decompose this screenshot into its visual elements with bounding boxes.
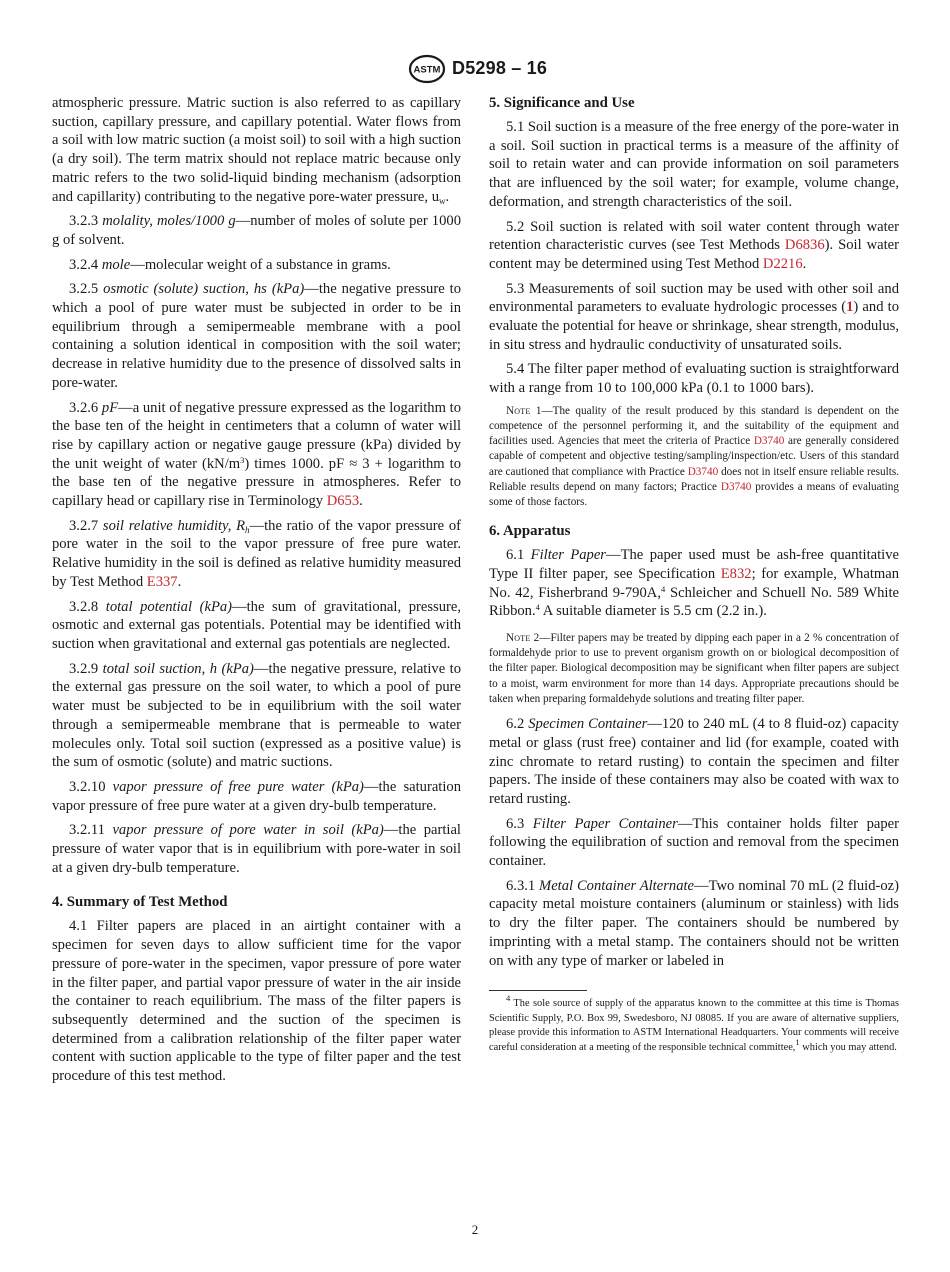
footnote-divider	[489, 990, 587, 991]
right-column	[489, 94, 899, 1056]
section-4-heading: 4. Summary of Test Method	[52, 894, 228, 911]
link-d2216[interactable]: D2216	[762, 255, 803, 272]
paragraph-6-3-1: 6.3.1 Metal Container Alternate—Two nominal 70 mL (2 fluid-oz) capacity metal moisture containers (aluminum or stainless) with lids to dry the filter paper. The containers should be numbered by imprinting with a metal stamp. The containers should not be written on with any type of marker or labeled in	[489, 877, 899, 969]
link-d6836[interactable]: D6836	[784, 237, 825, 254]
section-5-heading: 5. Significance and Use	[489, 95, 635, 111]
paragraph-4-1: 4.1 Filter papers are placed in an airtight container with a specimen for seven days to allow sufficient time for the vapor pressure of pore-water in the specimen, vapor pressure of pore water in the filter paper, and partial vapor pressure of water in the air inside the container to reach equilibrium. The mass of the filter papers is subsequently determined and the suction of the specimen is determined from a calibration relationship of the filter paper water content with suction applicable to the type of filter paper and the test procedure of this test method.	[52, 918, 461, 1085]
reference-1-link[interactable]: 1	[846, 299, 854, 316]
definition-3-2-9: 3.2.9 total soil suction, h (kPa)—the negative pressure, relative to the external gas pressure on the soil water, to which a pool of pure water must be subjected to be in equilibrium with the soil water through a semipermeable membrane that is permeable to water molecules only. Total soil suction (expressed as a positive value) is the sum of osmotic (solute) and matric suctions.	[52, 660, 461, 771]
document-designation: D5298 – 16	[452, 58, 548, 78]
paragraph-5-1: 5.1 Soil suction is a measure of the free energy of the pore-water in a soil. Soil suction in practical terms is a measure of the affinity of soil to retain water and can provide information on soil parameters that are influenced by the soil water; for example, volume change, deformation, and strength characteristics of the soil.	[489, 119, 899, 210]
definition-3-2-6: 3.2.6 pF—a unit of negative pressure expressed as the logarithm to the base ten of the height in centimeters that a column of water will rise by capillary action or negative gauge pressure (kPa) divided by the unit weight of water $(kN/m^3)$ times 1000. pF ≈ 3 + logarithm to the base ten of the negative pressure in atmospheres. Refer to capillary head or capillary rise in Terminology D653.	[52, 399, 462, 510]
note-1: Note 1—The quality of the result produced by this standard is dependent on the competence of the personnel performing it, and the suitability of the equipment and facilities used. Agencies that meet the criteria of Practice D3740 are generally considered capable of competent and objective testing/sampling/inspection/etc. Users of this standard are cautioned that compliance with Practice D3740 does not in itself ensure reliable results. Reliable results depend on many factors; Practice D3740 provides a means of evaluating some of those factors.	[489, 404, 899, 509]
definition-3-2-8: 3.2.8 total potential (kPa)—the sum of gravitational, pressure, osmotic and external gas potentials. Potential may be identified with suction when gravitational and external gas potentials are neglected.	[52, 598, 461, 652]
paragraph-6-1: 6.1 Filter Paper—The paper used must be ash-free quantitative Type II filter paper, see Specification E832; for example, Whatman No. 42, Fisherbrand 9-790A,$^4$ Schleicher and Schuell No. 589 White Ribbon.$^4$ A suitable diameter is 5.5 cm (2.2 in.).	[489, 547, 900, 620]
page-header	[0, 54, 950, 88]
definition-3-2-7: 3.2.7 soil relative humidity, $R_h—the$ ratio of the vapor pressure of pore water in the soil to the vapor pressure of free pure water. Relative humidity in the soil is defined as relative humidity measured by Test Method E337.	[52, 517, 461, 590]
logo-text: ASTM	[413, 64, 441, 76]
paragraph-6-3: 6.3 Filter Paper Container—This container holds filter paper following the equilibration of suction and removal from the specimen container.	[489, 815, 900, 870]
footnote-4: $^4$ The sole source of supply of the apparatus known to the committee at this time is Thomas Scientific Supply, P.O. Box 99, Swedesboro, NJ 08085. If you are aware of alternative suppliers, please provide this information to ASTM International Headquarters. Your comments will receive careful consideration at a meeting of the responsible technical committee,$^1$ which you may attend.	[489, 993, 899, 1054]
link-e337[interactable]: E337	[146, 573, 178, 590]
section-6-heading: 6. Apparatus	[489, 523, 571, 540]
link-d3740[interactable]: D3740	[687, 465, 719, 478]
astm-logo-icon	[408, 54, 446, 84]
link-d3740[interactable]: D3740	[753, 435, 785, 448]
paragraph-5-4: 5.4 The filter paper method of evaluating suction is straightforward with a range from 10 to 100,000 kPa (0.1 to 1000 bars).	[489, 361, 899, 397]
definition-3-2-11: 3.2.11 vapor pressure of pore water in soil (kPa)—the partial pressure of water vapor that is in equilibrium with pore-water in soil at a given dry-bulb temperature.	[52, 822, 461, 876]
link-d3740[interactable]: D3740	[720, 480, 752, 493]
paragraph-6-2: 6.2 Specimen Container—120 to 240 mL (4 to 8 fluid-oz) capacity metal or glass (rust free) container and lid (for example, coated with zinc chromate to retard rusting) to contain the specimen and filter papers. The inside of these containers may also be coated with wax to retard rusting.	[489, 716, 899, 807]
definition-3-2-3: 3.2.3 molality, moles/1000 g—number of moles of solute per 1000 g of solvent.	[52, 213, 461, 248]
page-number: 2	[471, 1222, 479, 1237]
definition-3-2-4: 3.2.4 mole—molecular weight of a substance in grams.	[69, 256, 391, 273]
definition-3-2-10: 3.2.10 vapor pressure of free pure water (kPa)—the saturation vapor pressure of free pure water at a given dry-bulb temperature.	[52, 778, 461, 814]
paragraph-continuation: atmospheric pressure. Matric suction is also referred to as capillary suction, capillary pressure, and capillary potential. Water flows from a soil with low matric suction (a moist soil) to soil with a high suction (a dry soil). The term matrix should not replace matric because only matric refers to the two solid-liquid binding mechanism (adsorption and capillarity) contributing to the negative pore-water pressure, $u_w$.	[52, 95, 461, 206]
definition-3-2-5: 3.2.5 osmotic (solute) suction, hs (kPa)—the negative pressure to which a pool of pure water must be subjected in order to be in equilibrium through a semipermeable membrane with a pool containing a solution identical in composition with the soil water; decrease in relative humidity due to the presence of dissolved salts in pore-water.	[52, 281, 462, 391]
left-column	[52, 94, 461, 1092]
link-e832[interactable]: E832	[720, 565, 752, 582]
paragraph-5-3: 5.3 Measurements of soil suction may be used with other soil and environmental parameters to evaluate hydrologic processes (1) and to evaluate the potential for heave or shrinkage, shear strength, modulus, in situ stress and hydraulic conductivity of unsaturated soils.	[489, 280, 899, 353]
note-2: Note 2—Filter papers may be treated by dipping each paper in a 2 % concentration of formaldehyde prior to use to prevent organism growth on or biological decomposition of the filter paper. Biological decomposition may be significant when filter papers are subject to a moist, warm environment for more than 14 days. Appropriate precautions should be taken when preparing formaldehyde solutions and treating filter paper.	[489, 632, 899, 705]
paragraph-5-2: 5.2 Soil suction is related with soil water content through water retention characteristic curves (see Test Methods D6836). Soil water content may be determined using Test Method D2216.	[489, 218, 899, 272]
link-d653[interactable]: D653	[326, 493, 360, 510]
